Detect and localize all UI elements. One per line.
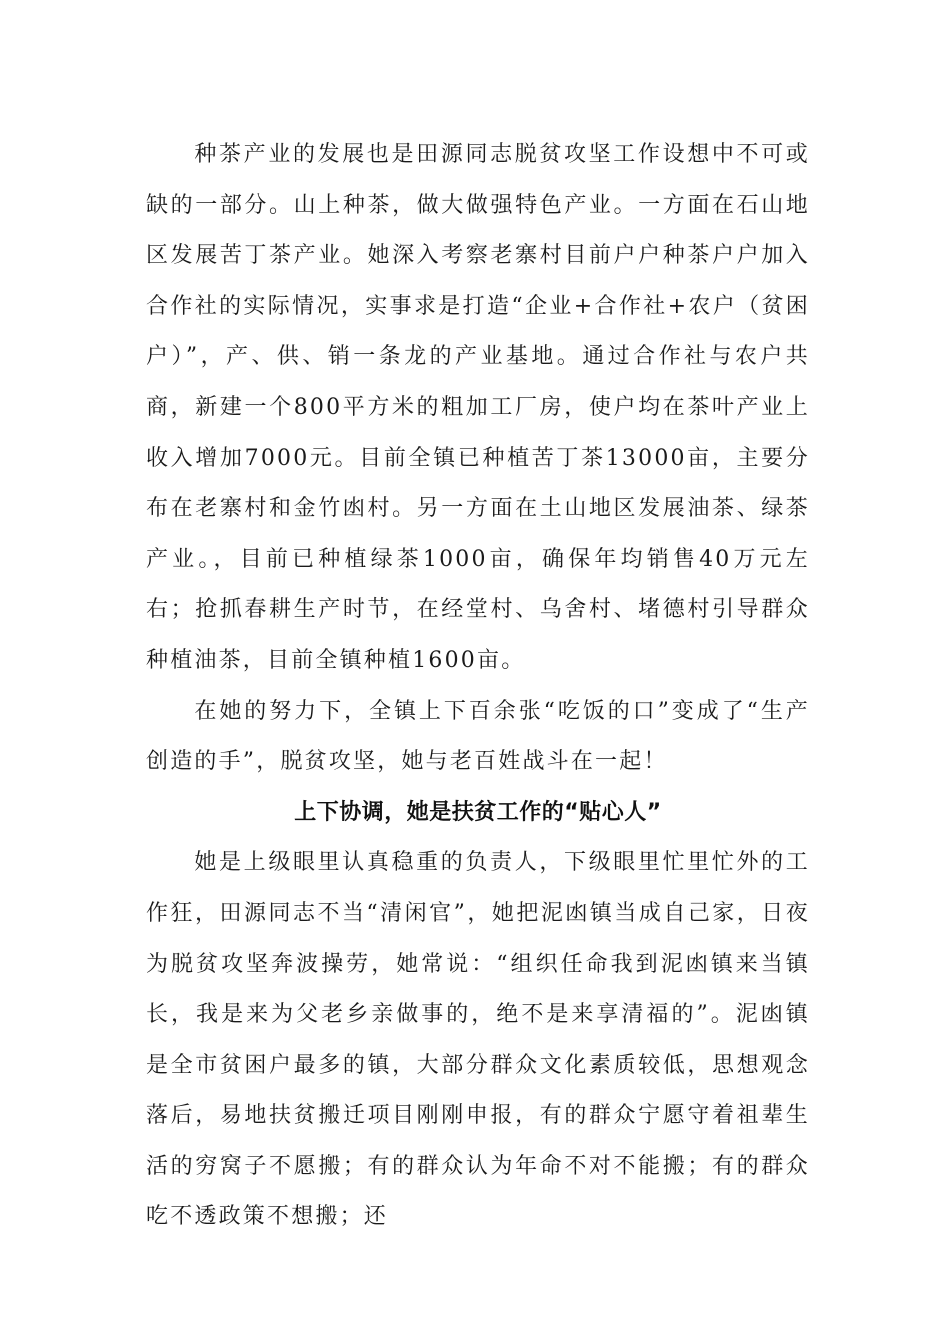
paragraph-coordination: 她是上级眼里认真稳重的负责人，下级眼里忙里忙外的工作狂，田源同志不当“清闲官”，她把泥凼镇当成自己家，日夜为脱贫攻坚奔波操劳，她常说：“组织任命我到泥凼镇来当镇长，我是来为父老乡亲做事的，绝不是来享清福的”。泥凼镇是全市贫困户最多的镇，大部分群众文化素质较低，思想观念落后，易地扶贫搬迁项目刚刚申报，有的群众宁愿守着祖辈生活的穷窝子不愿搬；有的群众认为年命不对不能搬；有的群众吃不透政策不想搬；还 <box>146 850 810 1230</box>
document-body <box>146 130 810 1243</box>
paragraph-tea-industry: 种茶产业的发展也是田源同志脱贫攻坚工作设想中不可或缺的一部分。山上种茶，做大做强特色产业。一方面在石山地区发展苦丁茶产业。她深入考察老寨村目前户户种茶户户加入合作社的实际情况，实事求是打造“企业+合作社+农户（贫困户）”，产、供、销一条龙的产业基地。通过合作社与农户共商，新建一个800平方米的粗加工厂房，使户均在茶叶产业上收入增加7000元。目前全镇已种植苦丁茶13000亩，主要分布在老寨村和金竹凼村。另一方面在土山地区发展油茶、绿茶产业。，目前已种植绿茶1000亩，确保年均销售40万元左右；抢抓春耕生产时节，在经堂村、乌舍村、堵德村引导群众种植油茶，目前全镇种植1600亩。 <box>146 142 810 673</box>
section-heading: 上下协调，她是扶贫工作的“贴心人” <box>294 799 662 825</box>
paragraph-effort-result: 在她的努力下，全镇上下百余张“吃饭的口”变成了“生产创造的手”，脱贫攻坚，她与老百姓战斗在一起！ <box>146 698 810 775</box>
